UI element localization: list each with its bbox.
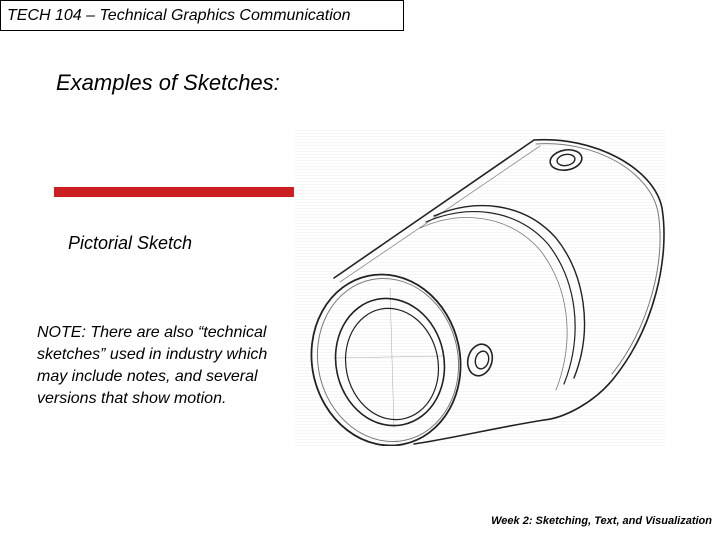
footer-text: Week 2: Sketching, Text, and Visualization xyxy=(491,515,712,527)
course-title: TECH 104 – Technical Graphics Communication xyxy=(0,0,404,31)
slide-title: Examples of Sketches: xyxy=(56,70,280,95)
sketch-caption: Pictorial Sketch xyxy=(68,233,193,253)
note-text: NOTE: There are also “technical sketches” used in industry which may include notes, and several versions that show motion. xyxy=(37,324,268,407)
pictorial-sketch-image xyxy=(294,128,666,446)
accent-bar xyxy=(54,187,296,197)
